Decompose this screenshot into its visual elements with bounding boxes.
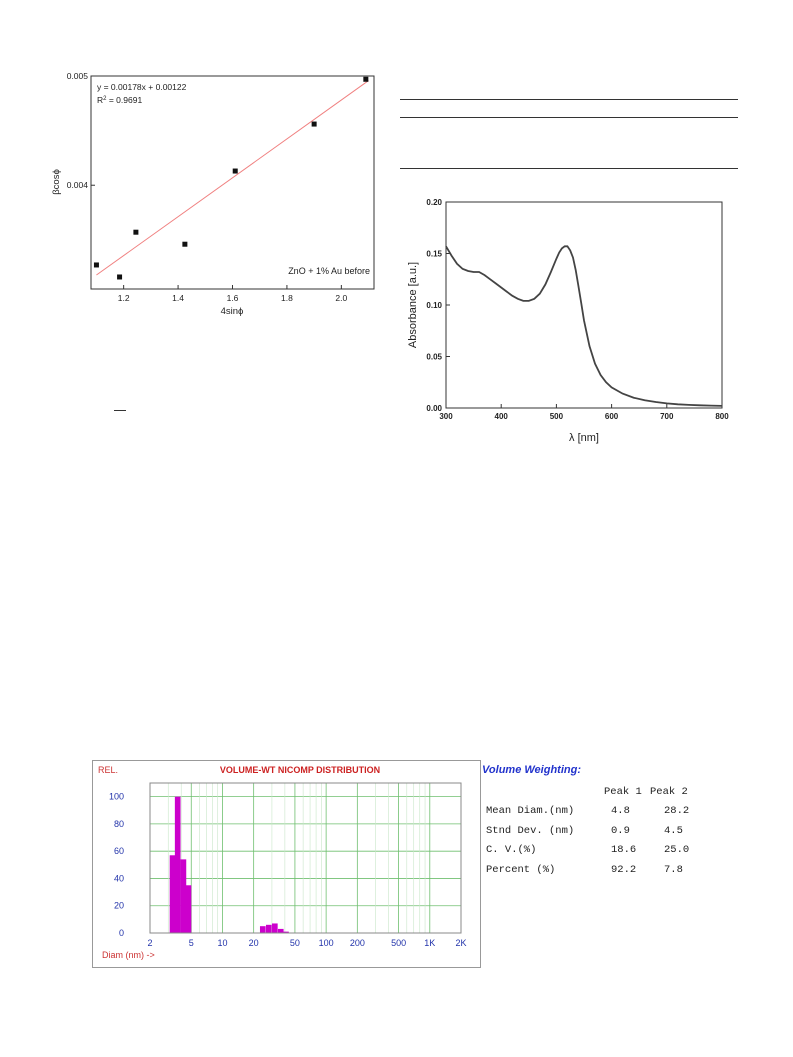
nicomp-xtick-label: 100 bbox=[318, 938, 334, 948]
stats-cell: 28.2 bbox=[664, 805, 690, 818]
wh-data-point bbox=[312, 122, 317, 127]
wh-xtick-label: 1.6 bbox=[226, 293, 239, 303]
volume-weighting-title: Volume Weighting: bbox=[482, 764, 581, 776]
nicomp-bar bbox=[266, 925, 272, 933]
nicomp-xtick-label: 2K bbox=[455, 938, 467, 948]
volume-weighting-table bbox=[486, 782, 689, 880]
wh-r2: $R^2 = 0.9691$ bbox=[97, 95, 143, 105]
wh-xtick-label: 1.2 bbox=[117, 293, 130, 303]
wh-xlabel: 4sinϕ bbox=[220, 306, 244, 317]
stats-row bbox=[486, 821, 689, 841]
abs-ytick-label: 0.20 bbox=[426, 198, 442, 207]
nicomp-ytick-label: 100 bbox=[108, 791, 124, 802]
stats-cell: 92.2 bbox=[611, 863, 637, 876]
stats-cell: Stnd Dev. (nm) bbox=[486, 824, 575, 837]
wh-data-point bbox=[133, 230, 138, 235]
table-rule-top bbox=[400, 99, 738, 100]
wh-plot bbox=[40, 62, 385, 324]
stats-header-row bbox=[486, 782, 689, 802]
stats-cell: 0.9 bbox=[611, 824, 630, 837]
wh-data-point bbox=[182, 242, 187, 247]
abs-xtick-label: 300 bbox=[439, 412, 453, 421]
abs-ytick-label: 0.15 bbox=[426, 249, 442, 259]
stats-cell: Mean Diam.(nm) bbox=[486, 805, 575, 818]
wh-xtick-label: 1.8 bbox=[281, 293, 293, 303]
stats-row bbox=[486, 860, 689, 880]
nicomp-xtick-label: 200 bbox=[349, 938, 365, 948]
nicomp-xtick-label: 500 bbox=[391, 938, 407, 948]
absorbance-plot bbox=[400, 186, 745, 451]
nicomp-corner-label: REL. bbox=[98, 765, 119, 775]
wh-xtick-label: 1.4 bbox=[172, 293, 184, 303]
nicomp-title: VOLUME-WT NICOMP DISTRIBUTION bbox=[219, 765, 381, 775]
absorbance-series-line bbox=[446, 246, 722, 406]
abs-xtick-label: 500 bbox=[549, 412, 564, 421]
abs-xtick-label: 800 bbox=[715, 412, 729, 421]
nicomp-xtick-label: 20 bbox=[248, 938, 259, 948]
wh-annotation: ZnO + 1% Au before bbox=[288, 266, 370, 276]
stats-row bbox=[486, 841, 689, 861]
wh-data-point bbox=[117, 274, 122, 279]
abs-ytick-label: 0.00 bbox=[426, 404, 442, 413]
nicomp-chart bbox=[92, 760, 482, 970]
wh-data-point bbox=[233, 169, 238, 174]
stats-cell: 4.5 bbox=[664, 824, 683, 837]
nicomp-outer-frame bbox=[93, 761, 481, 968]
nicomp-ytick-label: 20 bbox=[113, 900, 124, 911]
abs-ytick-label: 0.10 bbox=[426, 301, 442, 310]
abs-ylabel: Absorbance [a.u.] bbox=[407, 261, 419, 349]
nicomp-bar bbox=[278, 929, 284, 933]
abs-xtick-label: 600 bbox=[604, 412, 619, 421]
nicomp-ytick-label: 80 bbox=[113, 818, 124, 829]
nicomp-xtick-label: 5 bbox=[188, 938, 194, 948]
wh-data-point bbox=[94, 262, 99, 267]
wh-ytick-label: 0.004 bbox=[66, 180, 88, 191]
stats-row bbox=[486, 802, 689, 822]
nicomp-xtick-label: 2 bbox=[147, 938, 153, 948]
abs-ytick-label: 0.05 bbox=[426, 352, 442, 362]
stats-header-cell: Peak 2 bbox=[650, 785, 688, 798]
wh-equation: y = 0.00178x + 0.00122 bbox=[97, 82, 187, 92]
wh-data-point bbox=[363, 77, 368, 82]
stats-cell: 4.8 bbox=[611, 805, 630, 818]
nicomp-bar bbox=[181, 859, 187, 933]
wh-ytick-label: 0.005 bbox=[66, 71, 88, 81]
wh-xtick-label: 2.0 bbox=[335, 293, 348, 303]
stats-cell: 18.6 bbox=[611, 844, 637, 857]
nicomp-bar bbox=[260, 926, 266, 933]
stats-cell: Percent (%) bbox=[486, 863, 556, 876]
abs-xtick-label: 700 bbox=[660, 412, 674, 421]
nicomp-xtick-label: 1K bbox=[424, 938, 436, 948]
wh-plot-frame bbox=[91, 76, 374, 289]
nicomp-ytick-label: 40 bbox=[113, 873, 124, 884]
nicomp-bar bbox=[170, 855, 176, 933]
nicomp-xtick-label: 50 bbox=[289, 938, 300, 948]
nicomp-bar bbox=[186, 885, 192, 933]
stats-cell: 7.8 bbox=[664, 863, 683, 876]
nicomp-bar bbox=[272, 923, 278, 933]
nicomp-ytick-label: 60 bbox=[113, 846, 124, 857]
abs-xlabel: λ [nm] bbox=[569, 432, 599, 444]
abs-plot-frame bbox=[446, 202, 722, 408]
wh-ylabel: βcosϕ bbox=[51, 169, 62, 195]
footnote-dash bbox=[114, 410, 126, 411]
wh-fit-line bbox=[96, 81, 368, 275]
abs-xtick-label: 400 bbox=[494, 412, 508, 421]
stats-cell: 25.0 bbox=[664, 844, 690, 857]
nicomp-xtick-label: 10 bbox=[217, 938, 228, 948]
table-rule-bottom bbox=[400, 168, 738, 169]
stats-header-cell bbox=[486, 782, 604, 802]
nicomp-xlabel: Diam (nm) -> bbox=[102, 950, 155, 960]
nicomp-ytick-label: 0 bbox=[118, 928, 124, 938]
table-rule-mid bbox=[400, 117, 738, 118]
nicomp-bar bbox=[175, 797, 181, 933]
stats-header-cell: Peak 1 bbox=[604, 785, 642, 798]
stats-cell: C. V.(%) bbox=[486, 844, 537, 857]
